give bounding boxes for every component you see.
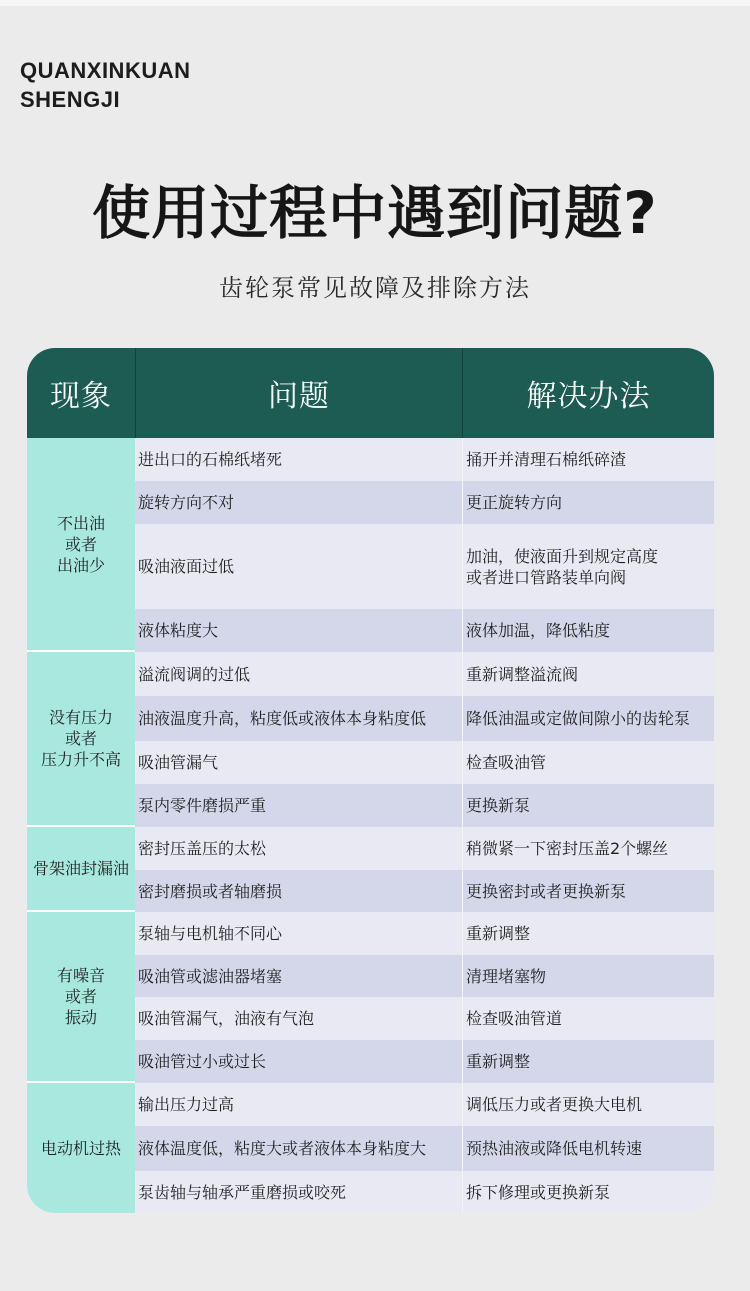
table-row	[135, 438, 714, 481]
table-row	[135, 652, 714, 696]
table-row	[135, 1040, 714, 1083]
problem-cell: 油液温度升高，粘度低或液体本身粘度低	[138, 709, 427, 728]
problem-cell: 吸油管漏气	[138, 753, 219, 772]
problem-cell: 进出口的石棉纸堵死	[138, 450, 283, 469]
problem-cell: 吸油管过小或过长	[138, 1052, 267, 1071]
problem-cell: 密封压盖压的太松	[138, 839, 267, 858]
problem-cell: 溢流阀调的过低	[138, 664, 251, 684]
table-row	[135, 1083, 714, 1126]
solution-cell: 稍微紧一下密封压盖2个螺丝	[462, 827, 714, 870]
solution-cell: 更正旋转方向	[462, 481, 714, 524]
table-row	[135, 1126, 714, 1171]
table-row	[135, 870, 714, 912]
group-no-oil: 不出油 或者 出油少	[27, 438, 135, 652]
solution-cell: 捅开并清理石棉纸碎渣	[462, 438, 714, 481]
table-row	[135, 784, 714, 827]
solution-cell: 重新调整溢流阀	[462, 652, 714, 696]
solution-cell: 更换密封或者更换新泵	[462, 870, 714, 912]
group-seal-leak: 骨架油封漏油	[27, 827, 135, 912]
table-row	[135, 1171, 714, 1213]
troubleshooting-table	[27, 348, 714, 1213]
problem-cell: 泵齿轴与轴承严重磨损或咬死	[138, 1182, 347, 1202]
table-body	[27, 438, 714, 1213]
header-problem: 问题	[135, 348, 462, 438]
solution-cell: 液体加温，降低粘度	[462, 609, 714, 652]
solution-cell: 清理堵塞物	[462, 955, 714, 997]
group-no-pressure: 没有压力 或者 压力升不高	[27, 652, 135, 827]
table-row	[135, 955, 714, 997]
solution-cell: 检查吸油管道	[462, 997, 714, 1040]
solution-cell: 调低压力或者更换大电机	[462, 1083, 714, 1126]
table-row	[135, 912, 714, 955]
solution-cell: 降低油温或定做间隙小的齿轮泵	[462, 696, 714, 741]
table-header	[27, 348, 714, 438]
brand-line-2: SHENGJI	[20, 87, 121, 112]
solution-cell: 加油，使液面升到规定高度 或者进口管路装单向阀	[462, 524, 714, 609]
table-row	[135, 827, 714, 870]
problem-cell: 泵轴与电机轴不同心	[138, 924, 283, 943]
table-row	[135, 524, 714, 609]
group-noise: 有噪音 或者 振动	[27, 912, 135, 1083]
table-row	[135, 481, 714, 524]
solution-cell: 预热油液或降低电机转速	[462, 1126, 714, 1171]
page-title: 使用过程中遇到问题?	[92, 179, 658, 247]
solution-cell: 重新调整	[462, 1040, 714, 1083]
solution-cell: 拆下修理或更换新泵	[462, 1171, 714, 1213]
brand-line-1: QUANXINKUAN	[20, 58, 191, 83]
top-divider	[0, 0, 750, 6]
table-row	[135, 696, 714, 741]
solution-cell: 更换新泵	[462, 784, 714, 827]
header-solution: 解决办法	[462, 348, 714, 438]
problem-cell: 泵内零件磨损严重	[138, 796, 267, 815]
table-row	[135, 741, 714, 784]
problem-cell: 液体温度低，粘度大或者液体本身粘度大	[138, 1139, 427, 1158]
problem-cell: 密封磨损或者轴磨损	[138, 881, 283, 901]
page-subtitle: 齿轮泵常见故障及排除方法	[219, 274, 531, 302]
header-phenomenon: 现象	[50, 379, 112, 414]
problem-cell: 液体粘度大	[138, 621, 219, 640]
problem-cell: 吸油管漏气，油液有气泡	[138, 1009, 315, 1028]
group-motor-overheat: 电动机过热	[27, 1083, 135, 1213]
solution-cell: 检查吸油管	[462, 741, 714, 784]
problem-cell: 旋转方向不对	[138, 493, 235, 512]
table-row	[135, 609, 714, 652]
problem-cell: 输出压力过高	[138, 1095, 235, 1114]
table-row	[135, 997, 714, 1040]
problem-cell: 吸油液面过低	[138, 557, 235, 576]
problem-cell: 吸油管或滤油器堵塞	[138, 966, 283, 986]
brand-logo-text	[20, 56, 191, 114]
solution-cell: 重新调整	[462, 912, 714, 955]
